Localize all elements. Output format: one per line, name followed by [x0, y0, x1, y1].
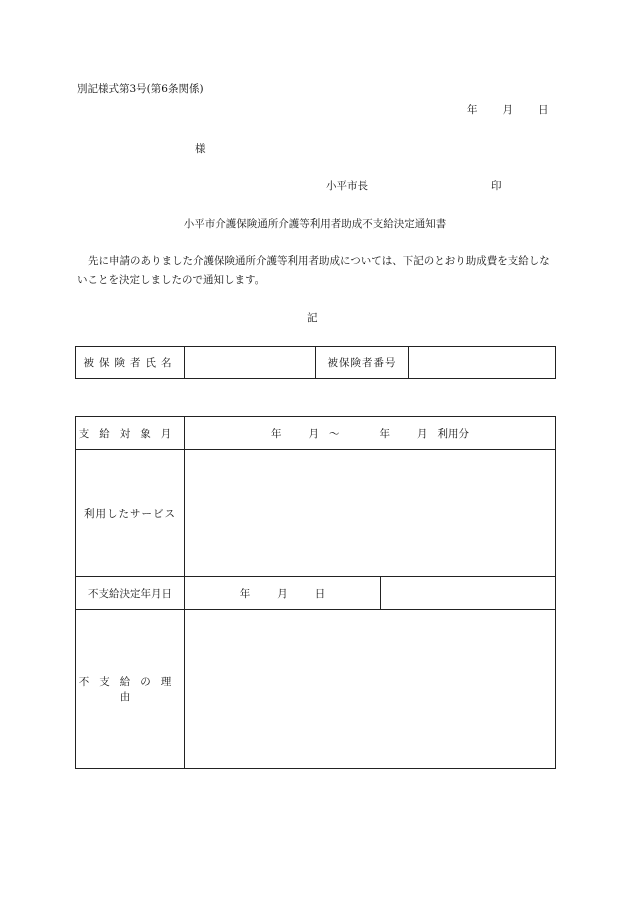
seal-mark: 印 — [491, 180, 502, 192]
target-month-field[interactable] — [185, 417, 556, 450]
insured-number-field[interactable] — [409, 347, 556, 379]
target-month-label: 支給対象月 — [76, 417, 185, 450]
date-year: 年 — [467, 104, 478, 116]
target-tilde: 〜 — [329, 427, 340, 440]
target-month1: 月 — [308, 427, 319, 440]
decision-date-field[interactable] — [185, 577, 381, 610]
addressee-suffix: 様 — [195, 143, 206, 155]
reason-label: 不支給の理由 — [76, 610, 185, 769]
decision-month: 月 — [277, 587, 288, 600]
insured-name-label: 被保険者氏名 — [76, 347, 185, 379]
benefit-table — [75, 416, 556, 769]
notice-body — [77, 252, 559, 290]
ki-heading: 記 — [307, 312, 318, 324]
insured-number-label: 被保険者番号 — [316, 347, 409, 379]
decision-date-extra — [381, 577, 556, 610]
reason-field[interactable] — [185, 610, 556, 769]
decision-year: 年 — [239, 587, 251, 600]
services-field[interactable] — [185, 450, 556, 577]
document-title: 小平市介護保険通所介護等利用者助成不支給決定通知書 — [183, 218, 447, 230]
decision-date-label: 不支給決定年月日 — [76, 577, 185, 610]
target-usage: 利用分 — [437, 427, 469, 440]
target-month2: 月 — [417, 427, 428, 440]
sender-name: 小平市長 — [326, 180, 368, 192]
date-day: 日 — [538, 104, 549, 116]
notice-body-text: 先に申請のありました介護保険通所介護等利用者助成については、下記のとおり助成費を支給しないことを決定しましたので通知します。 — [77, 255, 550, 286]
services-label: 利用したサービス — [76, 450, 185, 577]
target-year2: 年 — [379, 427, 390, 440]
insured-table — [75, 346, 556, 379]
decision-day: 日 — [314, 587, 326, 600]
target-year1: 年 — [271, 427, 282, 440]
insured-name-field[interactable] — [185, 347, 316, 379]
date-month: 月 — [502, 104, 513, 116]
form-code: 別記様式第3号(第6条関係) — [77, 83, 204, 95]
header-date — [467, 105, 549, 116]
